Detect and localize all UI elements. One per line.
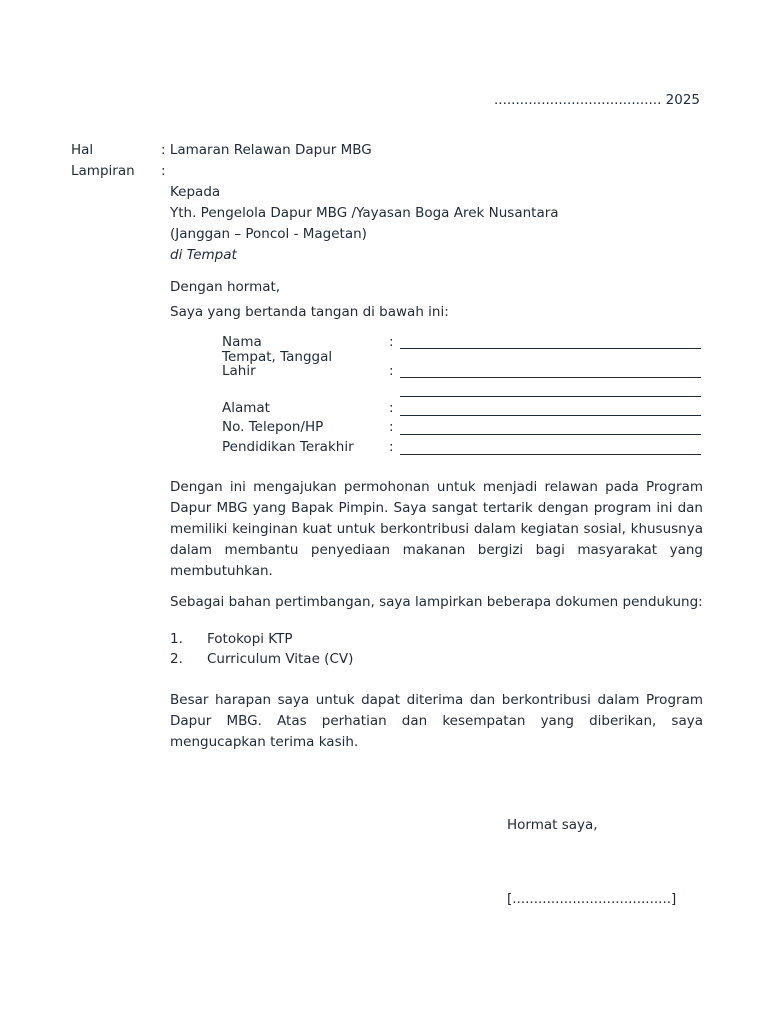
documents-intro: Sebagai bahan pertimbangan, saya lampirkan beberapa dokumen pendukung: bbox=[170, 594, 703, 610]
recipient-line2: (Janggan – Poncol - Magetan) bbox=[170, 226, 367, 242]
document-item-number: 2. bbox=[170, 651, 183, 667]
field-label-alamat: Alamat bbox=[222, 400, 270, 416]
field-colon: : bbox=[389, 334, 394, 350]
hal-label: Hal bbox=[71, 142, 94, 158]
recipient-line1: Yth. Pengelola Dapur MBG /Yayasan Boga Arek Nusantara bbox=[170, 205, 559, 221]
lampiran-label: Lampiran bbox=[71, 163, 135, 179]
intro-text: Saya yang bertanda tangan di bawah ini: bbox=[170, 304, 449, 320]
field-colon: : bbox=[389, 400, 394, 416]
closing-paragraph: Besar harapan saya untuk dapat diterima dan berkontribusi dalam Program Dapur MBG. Atas perhatian dan kesempatan yang diberikan, saya mengucapkan terima kasih. bbox=[170, 692, 703, 750]
document-item-number: 1. bbox=[170, 631, 183, 647]
field-label-telepon: No. Telepon/HP bbox=[222, 419, 324, 435]
document-item-text: Curriculum Vitae (CV) bbox=[207, 651, 354, 667]
field-colon: : bbox=[389, 363, 394, 379]
date-line: ....................................... 2025 bbox=[494, 92, 701, 108]
hal-value: : Lamaran Relawan Dapur MBG bbox=[161, 142, 372, 158]
field-label-ttl-2: Lahir bbox=[222, 363, 256, 379]
field-label-pendidikan: Pendidikan Terakhir bbox=[222, 439, 354, 455]
field-colon: : bbox=[389, 439, 394, 455]
field-line-telepon bbox=[400, 434, 701, 435]
recipient-line3: di Tempat bbox=[170, 247, 237, 263]
recipient-kepada: Kepada bbox=[170, 184, 221, 200]
body-paragraph: Dengan ini mengajukan permohonan untuk menjadi relawan pada Program Dapur MBG yang Bapak Pimpin. Saya sangat tertarik dengan program ini dan memiliki keinginan kuat untuk berkontribusi dalam kegiatan sosial, khususnya dalam membantu penyediaan makanan bergizi bagi masyarakat yang membutuhkan. bbox=[170, 479, 703, 579]
field-line-extra bbox=[400, 396, 701, 397]
field-label-ttl: Tempat, Tanggal bbox=[222, 349, 333, 365]
field-line-nama bbox=[400, 348, 701, 349]
field-label-nama: Nama bbox=[222, 334, 262, 350]
signature-name-placeholder: [.....................................] bbox=[507, 891, 677, 907]
field-line-pendidikan bbox=[400, 454, 701, 455]
field-line-ttl bbox=[400, 377, 701, 378]
lampiran-value: : bbox=[161, 163, 166, 179]
greeting: Dengan hormat, bbox=[170, 279, 281, 295]
field-colon: : bbox=[389, 419, 394, 435]
field-line-alamat bbox=[400, 415, 701, 416]
signature-salutation: Hormat saya, bbox=[507, 817, 598, 833]
document-item-text: Fotokopi KTP bbox=[207, 631, 293, 647]
